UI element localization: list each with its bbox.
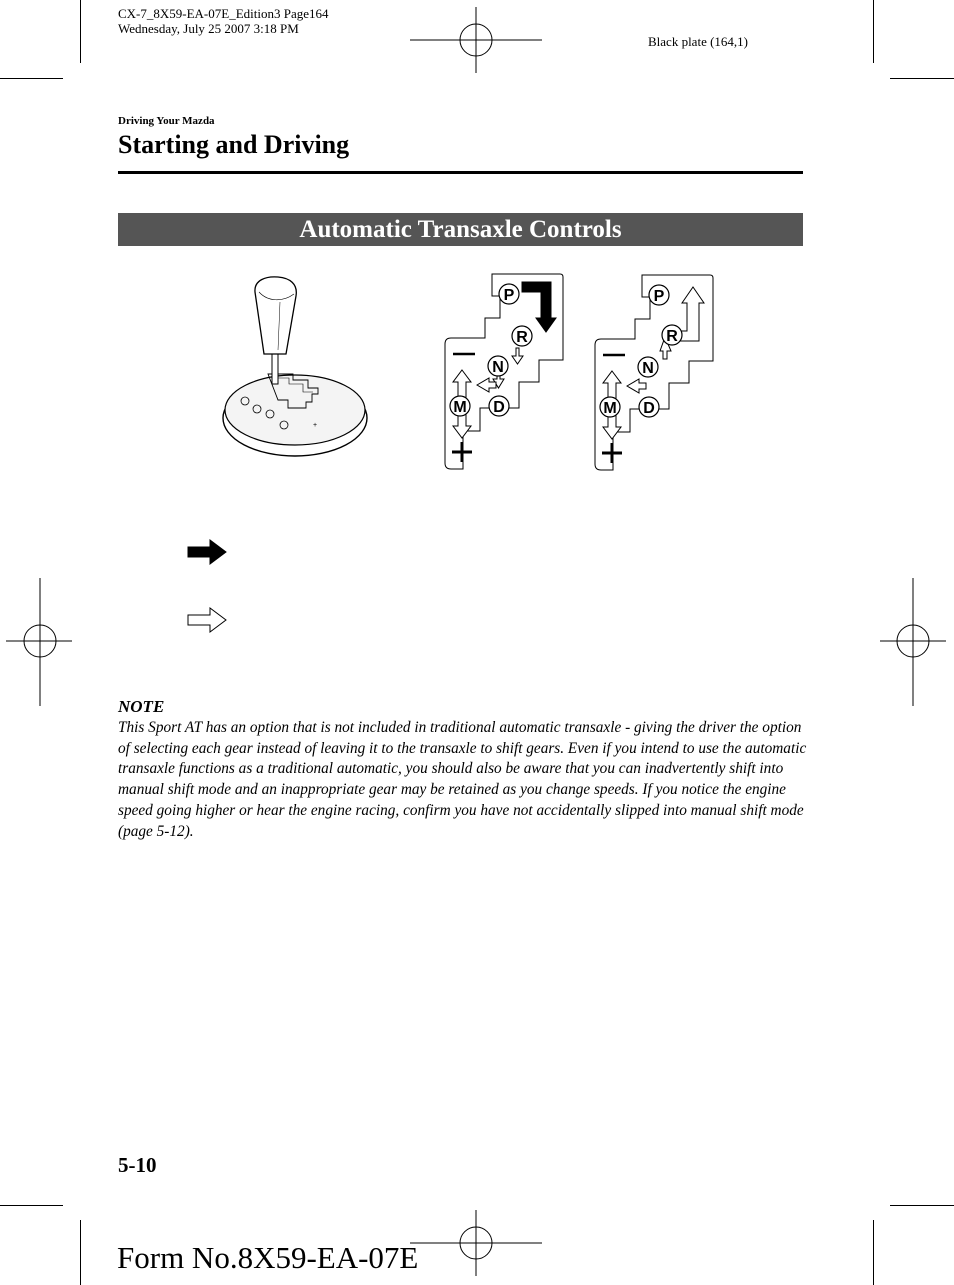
note-title: NOTE — [118, 697, 165, 716]
registration-mark-left — [4, 576, 74, 710]
shift-lever-figure — [118, 262, 818, 492]
form-number: Form No.8X59-EA-07E — [117, 1240, 419, 1275]
crop-mark — [873, 1220, 874, 1285]
crop-mark — [80, 0, 81, 63]
section-label: Driving Your Mazda — [118, 115, 215, 127]
shift-gate-diagram-outline — [595, 275, 713, 470]
registration-mark-bottom — [410, 1208, 544, 1278]
gate-label-manual: M — [453, 399, 467, 416]
page-number: 5-10 — [118, 1153, 157, 1177]
gate-label-neutral: N — [492, 359, 504, 376]
registration-mark-top — [410, 5, 544, 75]
shift-lever-illustration — [223, 277, 367, 456]
print-header-line1: CX-7_8X59-EA-07E_Edition3 Page164 — [118, 6, 329, 21]
crop-mark — [873, 0, 874, 63]
gate-label-drive: D — [643, 400, 655, 417]
solid-arrow-icon — [186, 538, 228, 566]
chapter-title: Starting and Driving — [118, 130, 350, 159]
gate-label-park: P — [503, 287, 515, 304]
gate-label-park: P — [653, 288, 665, 305]
note-body: This Sport AT has an option that is not included in traditional automatic transaxle - giving the driver the option of selecting each gear instead of leaving it to the transaxle to shift gears. Even if you intend to use the automatic transaxle functions as a traditional automatic, you should also be aware that you can inadvertently shift into manual shift mode and an inappropriate gear may be retained as you change speeds. If you notice the engine speed going higher or hear the engine racing, confirm you have not accidentally slipped into manual shift mode (page 5-12). — [118, 719, 807, 840]
gate-label-manual: M — [603, 400, 617, 417]
shift-gate-diagram-solid — [445, 274, 563, 469]
crop-mark — [0, 78, 63, 79]
crop-mark — [890, 1205, 954, 1206]
print-header-line2: Wednesday, July 25 2007 3:18 PM — [118, 21, 299, 36]
note-block — [118, 697, 808, 842]
gate-label-neutral: N — [642, 360, 654, 377]
svg-text:+: + — [313, 422, 318, 429]
crop-mark — [80, 1220, 81, 1285]
section-title: Automatic Transaxle Controls — [118, 213, 803, 246]
gate-label-reverse: R — [666, 328, 678, 345]
gate-label-drive: D — [493, 399, 505, 416]
chapter-rule — [118, 171, 803, 174]
plate-label: Black plate (164,1) — [648, 34, 748, 49]
crop-mark — [0, 1205, 63, 1206]
crop-mark — [890, 78, 954, 79]
gate-label-reverse: R — [516, 329, 528, 346]
print-header — [118, 6, 329, 36]
outline-arrow-icon — [186, 606, 228, 634]
registration-mark-right — [880, 576, 950, 710]
